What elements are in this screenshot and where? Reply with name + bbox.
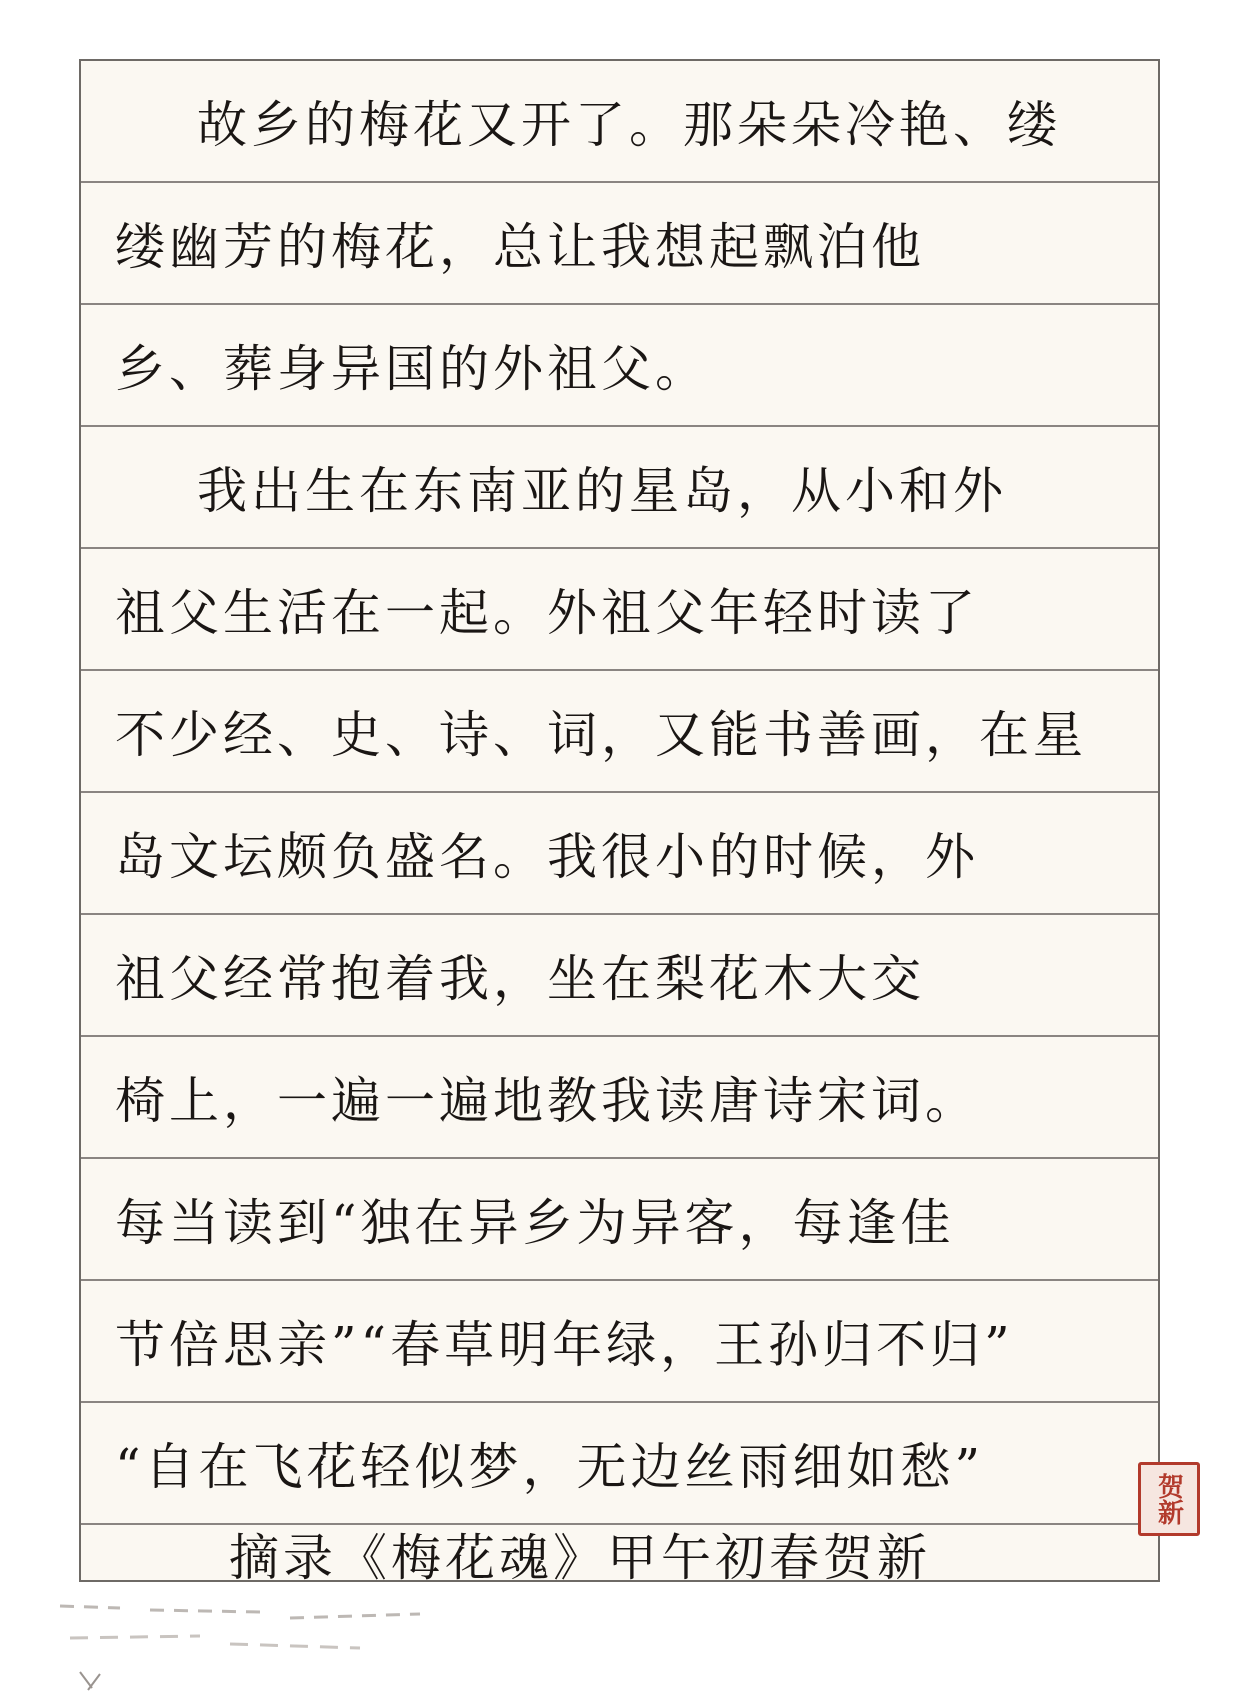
text-line-3 xyxy=(81,305,1158,427)
text-line-9 xyxy=(81,1037,1158,1159)
line-text: 乡、葬身异国的外祖父。 xyxy=(115,340,709,398)
signature-text: 摘录《梅花魂》甲午初春贺新 xyxy=(229,1528,931,1582)
signature-line xyxy=(81,1525,1158,1582)
text-line-8 xyxy=(81,915,1158,1037)
text-line-4 xyxy=(81,427,1158,549)
line-text: “自在飞花轻似梦，无边丝雨细如愁” xyxy=(115,1438,985,1496)
line-text: 每当读到“独在异乡为异客，每逢佳 xyxy=(115,1194,955,1252)
text-line-10 xyxy=(81,1159,1158,1281)
line-text: 我出生在东南亚的星岛，从小和外 xyxy=(197,462,1007,520)
line-text: 故乡的梅花又开了。那朵朵冷艳、缕 xyxy=(197,96,1061,154)
line-text: 椅上，一遍一遍地教我读唐诗宋词。 xyxy=(115,1072,979,1130)
pencil-scribble-marks xyxy=(0,1588,500,1700)
line-text: 不少经、史、诗、词，又能书善画，在星 xyxy=(115,706,1087,764)
text-line-11 xyxy=(81,1281,1158,1403)
text-line-12 xyxy=(81,1403,1158,1525)
text-line-1 xyxy=(81,61,1158,183)
line-text: 节倍思亲”“春草明年绿，王孙归不归” xyxy=(115,1316,1014,1374)
line-text: 岛文坛颇负盛名。我很小的时候，外 xyxy=(115,828,979,886)
text-line-6 xyxy=(81,671,1158,793)
text-line-5 xyxy=(81,549,1158,671)
line-text: 祖父生活在一起。外祖父年轻时读了 xyxy=(115,584,979,642)
calligraphy-sheet xyxy=(79,59,1160,1582)
seal-text: 贺新 xyxy=(1153,1473,1184,1525)
red-seal-stamp xyxy=(1138,1462,1200,1536)
text-line-7 xyxy=(81,793,1158,915)
line-text: 缕幽芳的梅花，总让我想起飘泊他 xyxy=(115,218,925,276)
line-text: 祖父经常抱着我，坐在梨花木大交 xyxy=(115,950,925,1008)
text-line-2 xyxy=(81,183,1158,305)
